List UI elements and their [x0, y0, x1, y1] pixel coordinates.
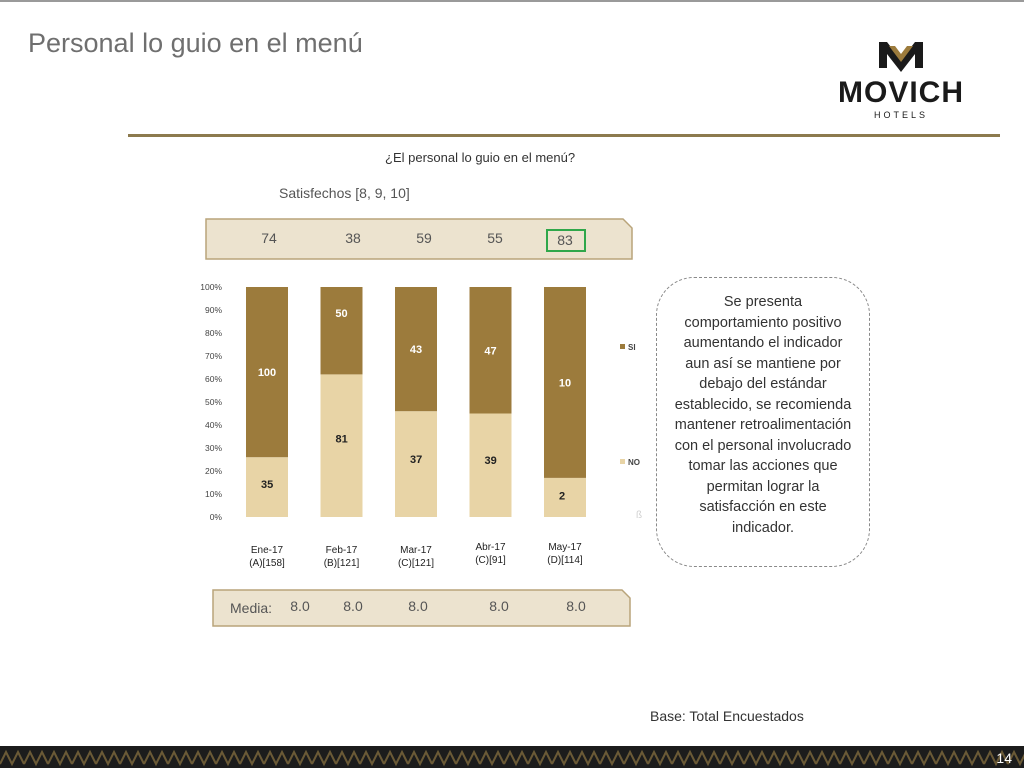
footer-pattern [0, 746, 1024, 768]
bar-no-label: 39 [484, 455, 497, 468]
y-tick-label: 10% [204, 489, 222, 499]
bar-si-label: 100 [257, 367, 277, 380]
satisfied-value: 59 [416, 230, 432, 246]
logo-sub-text: HOTELS [873, 110, 929, 120]
base-note: Base: Total Encuestados [650, 708, 804, 724]
bar-si-label: 47 [484, 345, 497, 358]
period-label: Ene-17 (A)[158] [249, 545, 285, 569]
y-tick-label: 0% [209, 512, 222, 522]
period-label: Feb-17 (B)[121] [323, 545, 360, 569]
bar-si-label: 10 [558, 377, 572, 390]
commentary-callout [656, 277, 870, 567]
satisfied-value: 55 [487, 230, 503, 246]
y-tick-label: 40% [204, 420, 222, 430]
page-title: Personal lo guio en el menú [28, 28, 363, 58]
stacked-bar-chart [190, 272, 650, 534]
legend-no-swatch [620, 459, 625, 464]
y-tick-label: 90% [204, 305, 222, 315]
period-label: Abr-17 (C)[91] [475, 542, 506, 566]
commentary-text: Se presenta comportamiento positivo aumentando el indicador aun así se mantiene por debajo del estándar establecido, se recomienda mantener retroalimentación con el personal involucrado tomar las acciones que permitan lograr la satisfacción en este indicador. [674, 294, 852, 536]
period-label: Mar-17 (C)[121] [397, 545, 435, 569]
top-border-line [0, 0, 1024, 2]
stray-mark: ß [636, 510, 643, 521]
header-rule [128, 134, 1000, 137]
y-tick-label: 80% [204, 328, 222, 338]
y-tick-label: 50% [204, 397, 222, 407]
media-value: 8.0 [489, 598, 509, 614]
media-value: 8.0 [566, 598, 586, 614]
footer-band [0, 746, 1024, 768]
y-tick-label: 20% [204, 466, 222, 476]
survey-question: ¿El personal lo guio en el menú? [385, 150, 576, 165]
logo-emblem-icon [879, 42, 923, 72]
y-tick-label: 30% [204, 443, 222, 453]
bar-si-segment [321, 287, 363, 374]
bar-si-label: 50 [335, 308, 348, 321]
media-value: 8.0 [343, 598, 363, 614]
y-tick-label: 60% [204, 374, 222, 384]
media-value: 8.0 [408, 598, 428, 614]
media-label: Media: [230, 600, 273, 616]
bar-si-label: 43 [409, 344, 423, 357]
highlight-box [546, 229, 586, 252]
legend-si-swatch [620, 344, 625, 349]
period-label: May-17 (D)[114] [547, 542, 583, 566]
movich-logo [815, 38, 987, 124]
bar-no-segment [321, 374, 363, 517]
satisfied-value: 74 [261, 230, 277, 246]
bar-no-label: 2 [559, 490, 566, 503]
logo-brand-text: MOVICH [838, 76, 964, 109]
page-number: 14 [996, 750, 1012, 766]
satisfied-value: 83 [557, 232, 573, 248]
bar-no-label: 35 [261, 479, 274, 492]
bar-no-label: 37 [410, 453, 423, 466]
legend-no-label: NO [628, 458, 640, 467]
satisfied-label: Satisfechos [8, 9, 10] [279, 185, 410, 201]
y-tick-label: 100% [200, 282, 222, 292]
legend-si-label: SI [628, 343, 636, 352]
satisfied-value: 38 [345, 230, 361, 246]
y-tick-label: 70% [204, 351, 222, 361]
media-value: 8.0 [290, 598, 310, 614]
bar-no-label: 81 [335, 433, 348, 446]
